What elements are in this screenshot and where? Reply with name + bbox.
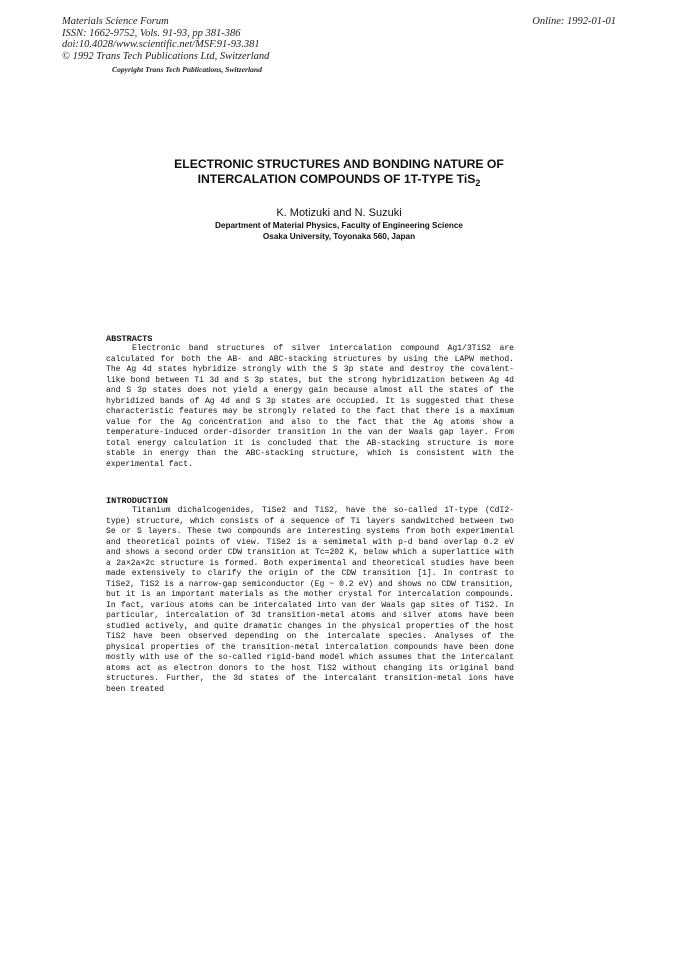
affiliation-line-1: Department of Material Physics, Faculty of Engineering Science [215, 221, 463, 230]
affiliation-line-2: Osaka University, Toyonaka 560, Japan [262, 231, 416, 241]
title-line-2-text: INTERCALATION COMPOUNDS OF 1T-TYPE TiS [197, 172, 476, 186]
introduction-text [106, 506, 514, 695]
title-subscript: 2 [475, 178, 481, 188]
doi-line: doi:10.4028/www.scientific.net/MSF.91-93.381 [62, 39, 260, 51]
copyright-line: © 1992 Trans Tech Publications Ltd, Switzerland [62, 50, 270, 62]
abstract-indent [106, 344, 132, 353]
abstract-body-text: Electronic band structures of silver intercalation compound Ag1/3TiS2 are calculated for both the AB- and ABC-stacking structures by using the LAPW method. The Ag 4d states hybridize strongly with the S 3p state and destroy the covalent-like bond between Ti 3d and S 3p states, but the strong hybridization between Ag 4d and S 3p states does not yield a energy gain because almost all the states of the hybridized bands of Ag 4d and S 3p states are occupied. It is suggested that these characteristic features may be strongly related to the fact that there is a maximum value for the Ag concentration and also to the fact that the Ag atoms show a temperature-induced order-disorder transition in the van der Waals gap layer. From total energy calculation it is concluded that the AB-stacking structure is more stable in energy than the ABC-stacking structure, which is consistent with the experimental fact. [106, 344, 514, 469]
abstract-heading: ABSTRACTS [106, 334, 153, 344]
introduction-indent [106, 506, 132, 515]
introduction-heading: INTRODUCTION [106, 496, 168, 506]
paper-title [0, 157, 678, 191]
authors: K. Motizuki and N. Suzuki [276, 207, 402, 219]
affiliation [0, 221, 678, 242]
abstract-text [106, 344, 514, 470]
title-line-1: ELECTRONIC STRUCTURES AND BONDING NATURE OF [174, 157, 504, 171]
page-header [62, 16, 616, 76]
title-line-2 [0, 172, 678, 191]
journal-name: Materials Science Forum [62, 16, 169, 27]
copyright-notice: Copyright Trans Tech Publications, Switzerland [112, 65, 262, 75]
online-date: Online: 1992-01-01 [532, 16, 616, 27]
issn-line: ISSN: 1662-9752, Vols. 91-93, pp 381-386 [62, 27, 241, 39]
introduction-body-text: Titanium dichalcogenides, TiSe2 and TiS2, have the so-called 1T-type (CdI2-type) structure, which consists of a sequence of Ti layers sandwitched between two Se or S layers. These two compounds are interesting systems from both experimental and theoretical points of view. TiSe2 is a semimetal with p-d band overlap 0.2 eV and shows a second order CDW transition at Tc=202 K, below which a superlattice with a 2a×2a×2c structure is formed. Both experimental and theoretical studies have been made extensively to clarify the origin of the CDW transition [1]. In contrast to TiSe2, TiS2 is a narrow-gap semiconductor (Eg ~ 0.2 eV) and shows no CDW transition, but it is an important materials as the mother crystal for intercalation compounds. In fact, various atoms can be intercalated into van der Waals gap sites of TiS2. In particular, intercalation of 3d transition-metal atoms and silver atoms have been studied actively, and quite dramatic changes in the physical properties of the host TiS2 have been observed depending on the intercalate species. Analyses of the physical properties of the transition-metal intercalation compounds have been done mostly with use of the so-called rigid-band model which assumes that the intercalant atoms act as electron donors to the host TiS2 without changing its original band structures. Further, the 3d states of the intercalant transition-metal ions have been treated [106, 506, 514, 694]
